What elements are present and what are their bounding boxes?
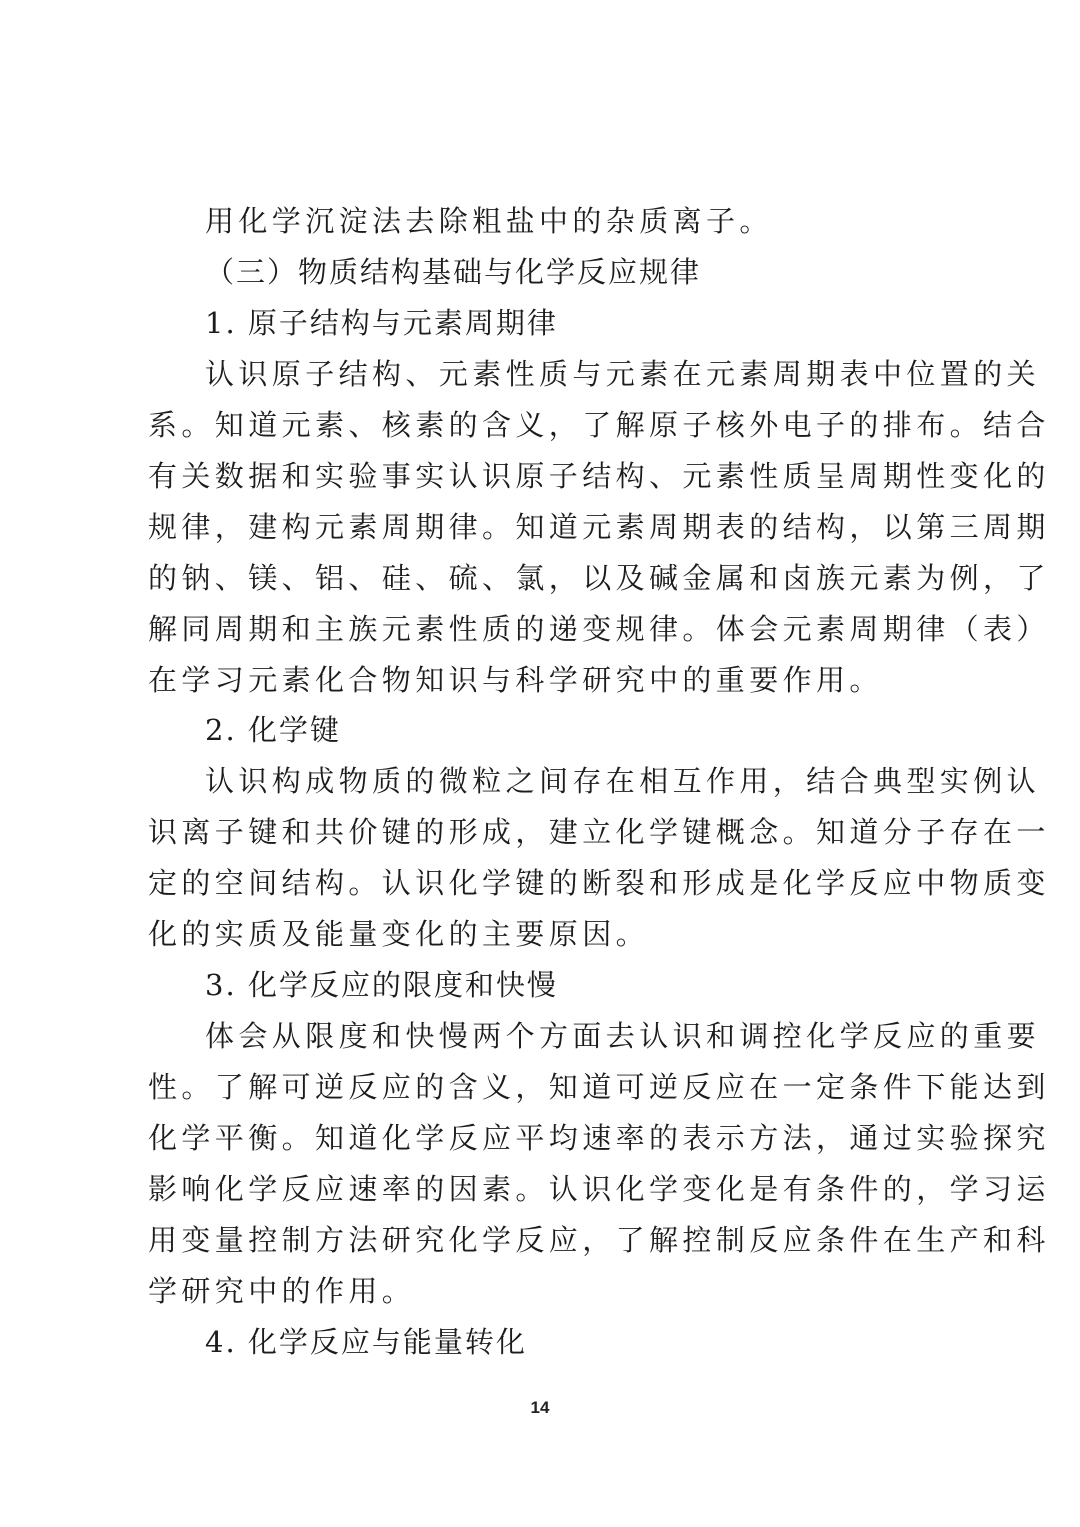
paragraph-line: 识离子键和共价键的形成，建立化学键概念。知道分子存在一: [148, 815, 1050, 849]
paragraph-line: 认识原子结构、元素性质与元素在元素周期表中位置的关: [205, 357, 1041, 391]
page-number: 14: [530, 1398, 550, 1417]
subsection-heading-2: 2. 化学键: [205, 713, 341, 747]
paragraph-line: 体会从限度和快慢两个方面去认识和调控化学反应的重要: [205, 1019, 1041, 1053]
paragraph-line: 系。知道元素、核素的含义，了解原子核外电子的排布。结合: [148, 408, 1050, 442]
paragraph-line: 化的实质及能量变化的主要原因。: [148, 917, 650, 951]
subsection-heading-1: 1. 原子结构与元素周期律: [205, 306, 558, 340]
paragraph-line: 的钠、镁、铝、硅、硫、氯，以及碱金属和卤族元素为例，了: [148, 561, 1050, 595]
section-heading: （三）物质结构基础与化学反应规律: [205, 255, 702, 289]
paragraph-line: 有关数据和实验事实认识原子结构、元素性质呈周期性变化的: [148, 459, 1050, 493]
paragraph-line: 规律，建构元素周期律。知道元素周期表的结构，以第三周期: [148, 510, 1050, 544]
paragraph-line: 用变量控制方法研究化学反应，了解控制反应条件在生产和科: [148, 1223, 1050, 1257]
paragraph-line: 在学习元素化合物知识与科学研究中的重要作用。: [148, 663, 883, 697]
subsection-heading-4: 4. 化学反应与能量转化: [205, 1325, 527, 1359]
paragraph-line: 影响化学反应速率的因素。认识化学变化是有条件的，学习运: [148, 1172, 1050, 1206]
paragraph-line: 学研究中的作用。: [148, 1274, 416, 1308]
paragraph-line: 定的空间结构。认识化学键的断裂和形成是化学反应中物质变: [148, 866, 1050, 900]
paragraph-line: 性。了解可逆反应的含义，知道可逆反应在一定条件下能达到: [148, 1070, 1050, 1104]
paragraph-line: 用化学沉淀法去除粗盐中的杂质离子。: [205, 204, 773, 238]
paragraph-line: 认识构成物质的微粒之间存在相互作用，结合典型实例认: [205, 764, 1041, 798]
paragraph-line: 解同周期和主族元素性质的递变规律。体会元素周期律（表）: [148, 612, 1050, 646]
paragraph-line: 化学平衡。知道化学反应平均速率的表示方法，通过实验探究: [148, 1121, 1050, 1155]
subsection-heading-3: 3. 化学反应的限度和快慢: [205, 968, 558, 1002]
